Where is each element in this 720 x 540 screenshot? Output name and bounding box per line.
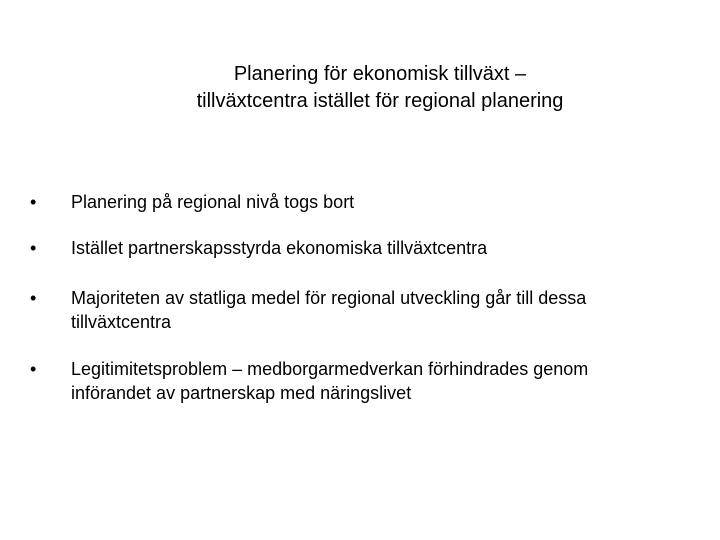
bullet-item <box>30 190 670 214</box>
bullet-item <box>30 236 670 260</box>
bullet-item <box>30 357 670 405</box>
slide-title-line-2: tillväxtcentra istället för regional planering <box>196 90 564 112</box>
bullet-marker: • <box>30 238 37 258</box>
bullet-text: Majoriteten av statliga medel för regional utveckling går till dessa tillväxtcentra <box>71 288 587 332</box>
bullet-text: Legitimitetsproblem – medborgarmedverkan förhindrades genom införandet av partnerskap med näringslivet <box>71 359 589 403</box>
bullet-text: Planering på regional nivå togs bort <box>71 192 355 212</box>
bullet-marker: • <box>30 288 37 308</box>
bullet-item <box>30 286 670 334</box>
slide-title <box>110 61 650 115</box>
bullet-text: Istället partnerskapsstyrda ekonomiska tillväxtcentra <box>71 238 488 258</box>
bullet-marker: • <box>30 359 37 379</box>
slide-title-line-1: Planering för ekonomisk tillväxt – <box>233 63 527 85</box>
bullet-marker: • <box>30 192 37 212</box>
